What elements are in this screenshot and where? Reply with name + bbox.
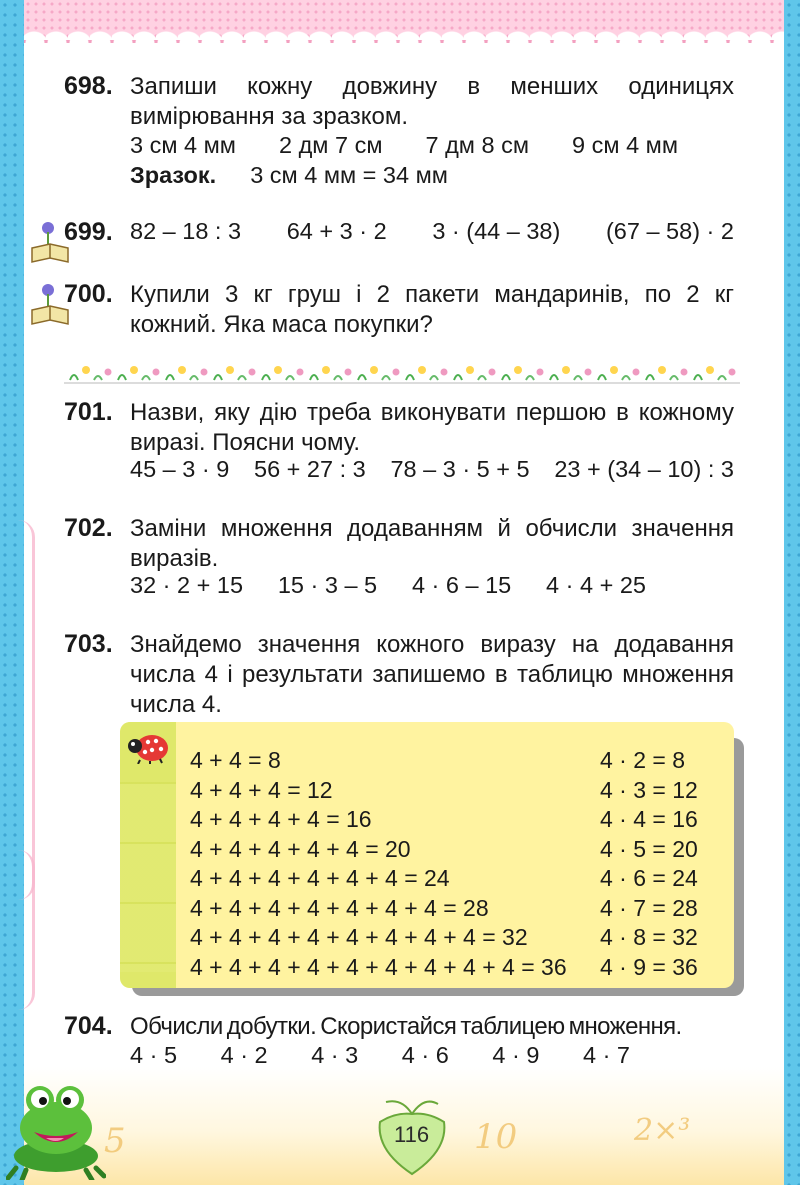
product-item: 4 · 7 (582, 1042, 630, 1068)
exercise-number: 703. (64, 630, 113, 658)
sum-row: 4 + 4 + 4 = 12 (190, 776, 333, 803)
exercise-text-line: виразів. (130, 545, 219, 572)
decor-number-10: 10 (474, 1117, 518, 1157)
exercise-text-line: Обчисли добутки. Скористайся таблицею множення. (130, 1013, 682, 1040)
exercise-text-line: Назви, яку дію треба виконувати першою в кожному (130, 399, 734, 426)
decor-power: 2×³ (634, 1113, 691, 1148)
product-list (130, 1042, 630, 1069)
ladybug-icon (126, 728, 172, 764)
product-item: 4 · 3 (311, 1042, 359, 1068)
expression-item: (67 – 58) · 2 (605, 218, 734, 244)
expression-list (130, 572, 646, 599)
product-item: 4 · 2 (220, 1042, 268, 1068)
exercise-text-line: числа 4. (130, 691, 222, 718)
sum-row: 4 + 4 + 4 + 4 + 4 + 4 + 4 + 4 = 32 (190, 924, 528, 950)
expression-item: 3 · (44 – 38) (432, 218, 561, 244)
expression-item: 82 – 18 : 3 (130, 218, 242, 244)
expression-item: 23 + (34 – 10) : 3 (554, 456, 734, 482)
length-item: 7 дм 8 см (425, 132, 530, 158)
product-row: 4 · 7 = 28 (600, 894, 698, 921)
expression-item: 64 + 3 · 2 (286, 218, 387, 244)
side-ribbon (18, 520, 35, 900)
product-row: 4 · 4 = 16 (600, 806, 698, 832)
exercise-number: 700. (64, 280, 113, 308)
product-row: 4 · 9 = 36 (600, 953, 698, 980)
exercise-text-line: вимірювання за зразком. (130, 103, 409, 130)
length-item: 3 см 4 мм (130, 132, 236, 158)
expression-list (130, 218, 734, 245)
flower-divider (64, 352, 740, 384)
sum-row: 4 + 4 + 4 + 4 + 4 = 20 (190, 835, 411, 862)
expression-item: 4 · 4 + 25 (546, 572, 646, 598)
exercise-text-line: Знайдемо значення кожного виразу на додавання (130, 631, 734, 658)
expression-item: 32 · 2 + 15 (130, 572, 244, 598)
page-number-badge (372, 1092, 452, 1176)
page-number: 116 (394, 1122, 430, 1147)
product-row: 4 · 3 = 12 (600, 776, 698, 803)
sum-row: 4 + 4 + 4 + 4 = 16 (190, 806, 372, 832)
exercise-number: 701. (64, 398, 113, 426)
exercise-number: 698. (64, 72, 113, 100)
exercise-number: 702. (64, 514, 113, 542)
product-row: 4 · 2 = 8 (600, 747, 686, 773)
product-item: 4 · 6 (401, 1042, 449, 1068)
top-border (24, 0, 784, 43)
sum-row: 4 + 4 + 4 + 4 + 4 + 4 + 4 + 4 + 4 = 36 (190, 953, 567, 980)
product-item: 4 · 5 (130, 1042, 178, 1068)
exercise-text-line: числа 4 і результати запишемо в таблицю множення (130, 661, 734, 688)
product-row: 4 · 6 = 24 (600, 865, 698, 891)
side-ribbon-lower (18, 850, 35, 1010)
sample-text: 3 см 4 мм = 34 мм (250, 162, 448, 188)
length-list (130, 132, 678, 159)
sum-row: 4 + 4 + 4 + 4 + 4 + 4 + 4 = 28 (190, 894, 489, 921)
exercise-number: 699. (64, 218, 113, 246)
length-item: 9 см 4 мм (572, 132, 678, 158)
exercise-text-line: Заміни множення додаванням й обчисли значення (130, 515, 734, 542)
expression-item: 45 – 3 · 9 (130, 456, 230, 482)
frog-icon (6, 1072, 106, 1180)
sum-row: 4 + 4 + 4 + 4 + 4 + 4 = 24 (190, 865, 450, 891)
length-item: 2 дм 7 см (278, 132, 383, 158)
expression-item: 4 · 6 – 15 (411, 572, 512, 598)
sample-row (130, 162, 734, 189)
product-row: 4 · 5 = 20 (600, 835, 698, 862)
expression-item: 56 + 27 : 3 (254, 456, 366, 482)
products-column (600, 746, 698, 982)
right-border (784, 0, 800, 1185)
expression-item: 78 – 3 · 5 + 5 (390, 456, 530, 482)
sample-label: Зразок. (130, 162, 217, 188)
product-item: 4 · 9 (492, 1042, 540, 1068)
exercise-number: 704. (64, 1012, 113, 1040)
exercise-text-line: Купили 3 кг груш і 2 пакети мандаринів, по 2 кг (130, 281, 734, 308)
expression-item: 15 · 3 – 5 (277, 572, 378, 598)
exercise-text-line: кожний. Яка маса покупки? (130, 311, 433, 338)
sum-row: 4 + 4 = 8 (190, 747, 281, 773)
flowers-decoration (64, 352, 740, 382)
product-row: 4 · 8 = 32 (600, 924, 698, 950)
exercise-text-line: виразі. Поясни чому. (130, 429, 361, 456)
exercise-text-line: Запиши кожну довжину в менших одиницях (130, 73, 734, 100)
expression-list (130, 456, 734, 483)
sums-column (190, 746, 567, 982)
decor-number-5: 5 (104, 1121, 126, 1161)
multiplication-table (120, 722, 734, 988)
